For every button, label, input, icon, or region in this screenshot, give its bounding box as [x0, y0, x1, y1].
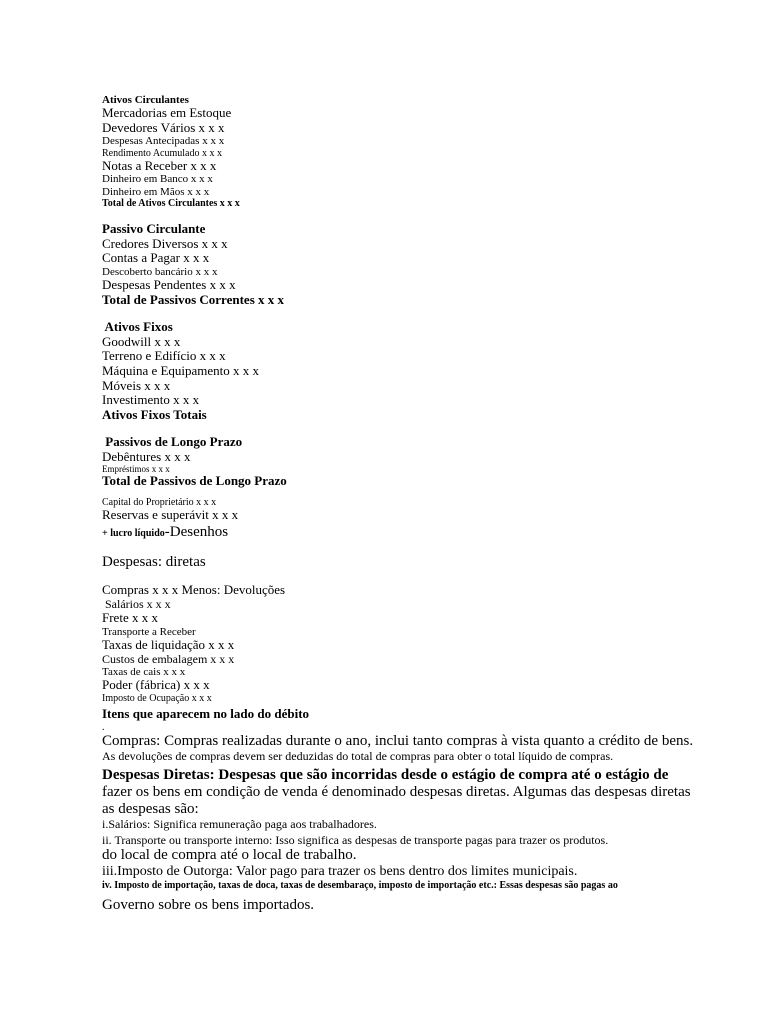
current-liabilities-line: Descoberto bancário x x x [102, 265, 218, 278]
fixed-assets-line: Goodwill x x x [102, 333, 181, 349]
current-assets-line: Rendimento Acumulado x x x [102, 147, 222, 159]
direct-expenses-line: Imposto de Ocupação x x x [102, 692, 212, 704]
current-assets-line: Dinheiro em Mãos x x x [102, 185, 210, 198]
item-i-wages: i.Salários: Significa remuneração paga aos trabalhadores. [102, 816, 377, 831]
capital-section [102, 497, 722, 541]
drawings-label: -Desenhos [164, 523, 229, 540]
current-assets-line: Devedores Vários x x x [102, 119, 225, 135]
current-assets-heading: Ativos Circulantes [102, 94, 189, 106]
current-assets-line: Mercadorias em Estoque [102, 105, 232, 121]
current-assets-line: Despesas Antecipadas x x x [102, 135, 225, 148]
item-ii-carriage: ii. Transporte ou transporte interno: Isso significa as despesas de transporte pagas para trazer os produtos. [102, 832, 609, 847]
fixed-assets-line: Investimento x x x [102, 392, 200, 408]
fixed-assets-line: Máquina e Equipamento x x x [102, 362, 260, 378]
long-term-liabilities-line: Debêntures x x x [102, 448, 191, 464]
item-iv-continuation: Governo sobre os bens importados. [102, 897, 315, 914]
document-page [102, 94, 722, 914]
net-profit-prefix: + lucro líquido [102, 527, 165, 539]
direct-expenses-line: Frete x x x [102, 610, 158, 626]
direct-expenses-line: Poder (fábrica) x x x [102, 677, 210, 693]
owner-capital-line: Capital do Proprietário x x x [102, 496, 217, 508]
current-liabilities-section [102, 222, 722, 307]
purchases-paragraph: Compras: Compras realizadas durante o ano, inclui tanto compras à vista quanto a crédito de bens. [102, 732, 694, 749]
long-term-liabilities-heading: Passivos de Longo Prazo [102, 434, 243, 450]
fixed-assets-line: Móveis x x x [102, 377, 171, 393]
explanatory-text [102, 733, 722, 914]
fixed-assets-heading: Ativos Fixos [102, 319, 173, 335]
fixed-assets-line: Terreno e Edifício x x x [102, 348, 226, 364]
direct-expenses-line: Compras x x x Menos: Devoluções [102, 582, 286, 598]
direct-expenses-line: Taxas de liquidação x x x [102, 637, 235, 653]
current-liabilities-heading: Passivo Circulante [102, 221, 206, 237]
current-assets-line: Notas a Receber x x x [102, 157, 217, 173]
current-liabilities-line: Despesas Pendentes x x x [102, 277, 236, 293]
current-liabilities-total: Total de Passivos Correntes x x x [102, 291, 284, 307]
current-assets-section [102, 94, 722, 209]
direct-expenses-line: Custos de embalagem x x x [102, 651, 235, 666]
direct-expenses-heading: Despesas: diretas [102, 553, 206, 570]
item-ii-continuation: do local de compra até o local de trabalho. [102, 847, 357, 864]
fixed-assets-section [102, 320, 722, 422]
debit-side-heading: Itens que aparecem no lado do débito [102, 706, 310, 722]
direct-expenses-definition-cont: fazer os bens em condição de venda é denominado despesas diretas. Algumas das despesas diretas [102, 783, 691, 800]
direct-expenses-line: Salários x x x [102, 596, 171, 611]
expenses-are-line: as despesas são: [102, 800, 199, 817]
direct-expenses-line: Taxas de cais x x x [102, 666, 186, 679]
long-term-liabilities-section [102, 435, 722, 489]
separator-dot: . [102, 721, 105, 733]
net-profit-line [102, 523, 722, 541]
item-iii-octroi: iii.Imposto de Outorga: Valor pago para trazer os bens dentro dos limites municipais. [102, 864, 578, 880]
long-term-liabilities-line: Empréstimos x x x [102, 464, 170, 475]
purchase-returns-note: As devoluções de compras devem ser deduzidas do total de compras para obter o total líquido de compras. [102, 748, 614, 763]
long-term-liabilities-total: Total de Passivos de Longo Prazo [102, 473, 287, 489]
item-iv-import-duty: iv. Imposto de importação, taxas de doca, taxas de desembaraço, imposto de importação etc.: Essas despesas são pagas ao [102, 879, 618, 891]
fixed-assets-total: Ativos Fixos Totais [102, 406, 207, 422]
direct-expenses-definition: Despesas Diretas: Despesas que são incorridas desde o estágio de compra até o estágio de [102, 767, 669, 784]
current-assets-total: Total de Ativos Circulantes x x x [102, 198, 240, 210]
current-assets-line: Dinheiro em Banco x x x [102, 173, 213, 186]
current-liabilities-line: Contas a Pagar x x x [102, 250, 210, 266]
current-liabilities-line: Credores Diversos x x x [102, 235, 228, 251]
direct-expenses-section [102, 554, 722, 733]
direct-expenses-line: Transporte a Receber [102, 625, 196, 638]
reserves-line: Reservas e superávit x x x [102, 507, 239, 523]
